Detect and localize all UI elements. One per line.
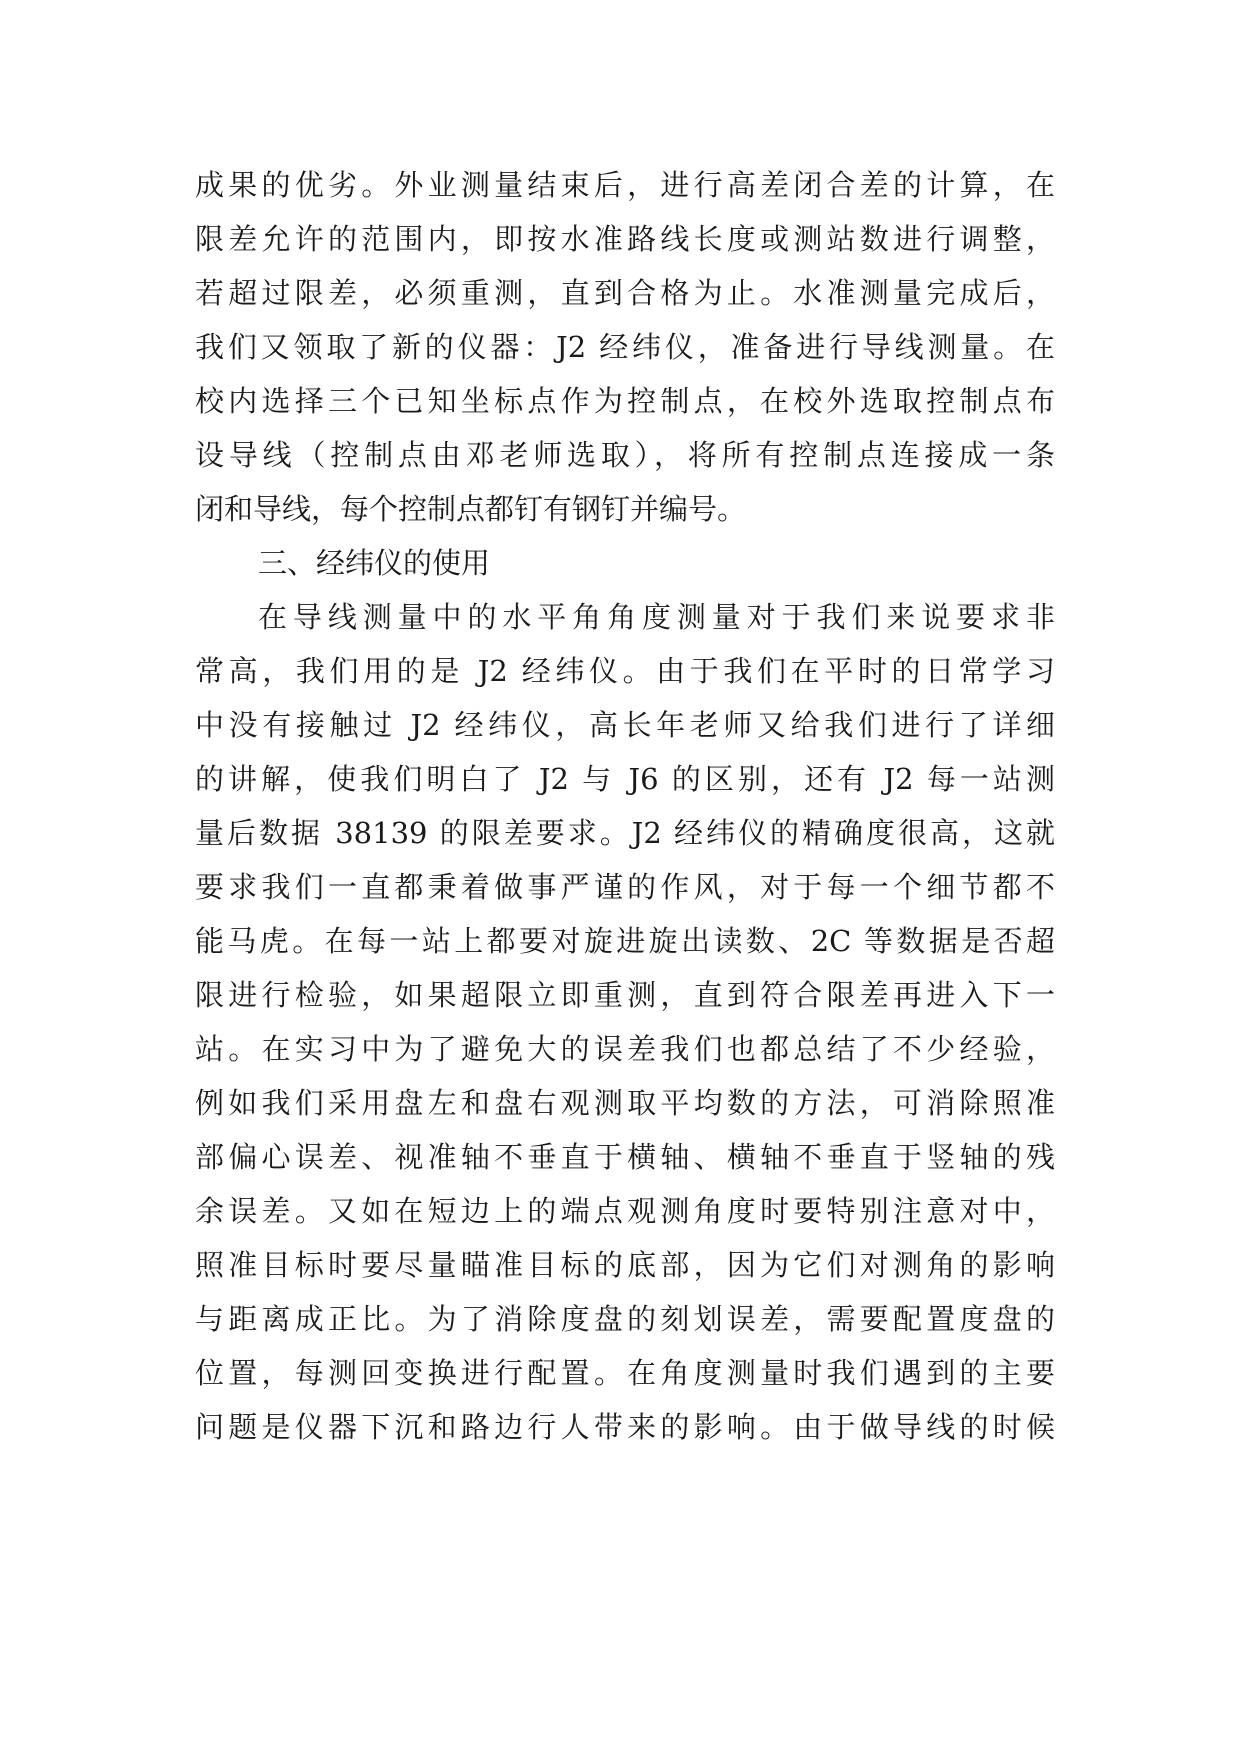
text-line: 成果的优劣。外业测量结束后，进行高差闭合差的计算，在 [195, 168, 1055, 202]
text-line: 照准目标时要尽量瞄准目标的底部，因为它们对测角的影响 [195, 1248, 1055, 1282]
text-line: 问题是仪器下沉和路边行人带来的影响。由于做导线的时候 [195, 1410, 1055, 1444]
text-line: 例如我们采用盘左和盘右观测取平均数的方法，可消除照准 [195, 1086, 1055, 1120]
text-line: 要求我们一直都秉着做事严谨的作风，对于每一个细节都不 [195, 870, 1055, 904]
text-line: 中没有接触过 J2 经纬仪，高长年老师又给我们进行了详细 [195, 708, 1055, 742]
text-line: 余误差。又如在短边上的端点观测角度时要特别注意对中， [195, 1194, 1055, 1228]
text-line: 闭和导线，每个控制点都钉有钢钉并编号。 [195, 492, 747, 526]
text-line: 常高，我们用的是 J2 经纬仪。由于我们在平时的日常学习 [195, 654, 1055, 688]
text-line: 设导线（控制点由邓老师选取），将所有控制点连接成一条 [195, 438, 1055, 472]
text-line: 的讲解，使我们明白了 J2 与 J6 的区别，还有 J2 每一站测 [195, 762, 1055, 796]
text-line: 部偏心误差、视准轴不垂直于横轴、横轴不垂直于竖轴的残 [195, 1140, 1055, 1174]
text-line: 若超过限差，必须重测，直到合格为止。水准测量完成后， [195, 276, 1055, 310]
section-heading: 三、经纬仪的使用 [258, 546, 491, 580]
text-line: 限进行检验，如果超限立即重测，直到符合限差再进入下一 [195, 978, 1055, 1012]
text-line: 与距离成正比。为了消除度盘的刻划误差，需要配置度盘的 [195, 1302, 1055, 1336]
text-line: 能马虎。在每一站上都要对旋进旋出读数、2C 等数据是否超 [195, 924, 1055, 958]
text-line: 校内选择三个已知坐标点作为控制点，在校外选取控制点布 [195, 384, 1055, 418]
text-line: 限差允许的范围内，即按水准路线长度或测站数进行调整， [195, 222, 1055, 256]
text-line: 站。在实习中为了避免大的误差我们也都总结了不少经验， [195, 1032, 1055, 1066]
text-line: 位置，每测回变换进行配置。在角度测量时我们遇到的主要 [195, 1356, 1055, 1390]
text-line: 我们又领取了新的仪器：J2 经纬仪，准备进行导线测量。在 [195, 330, 1055, 364]
text-line: 量后数据 38139 的限差要求。J2 经纬仪的精确度很高，这就 [195, 816, 1055, 850]
text-line: 在导线测量中的水平角角度测量对于我们来说要求非 [258, 600, 1055, 634]
